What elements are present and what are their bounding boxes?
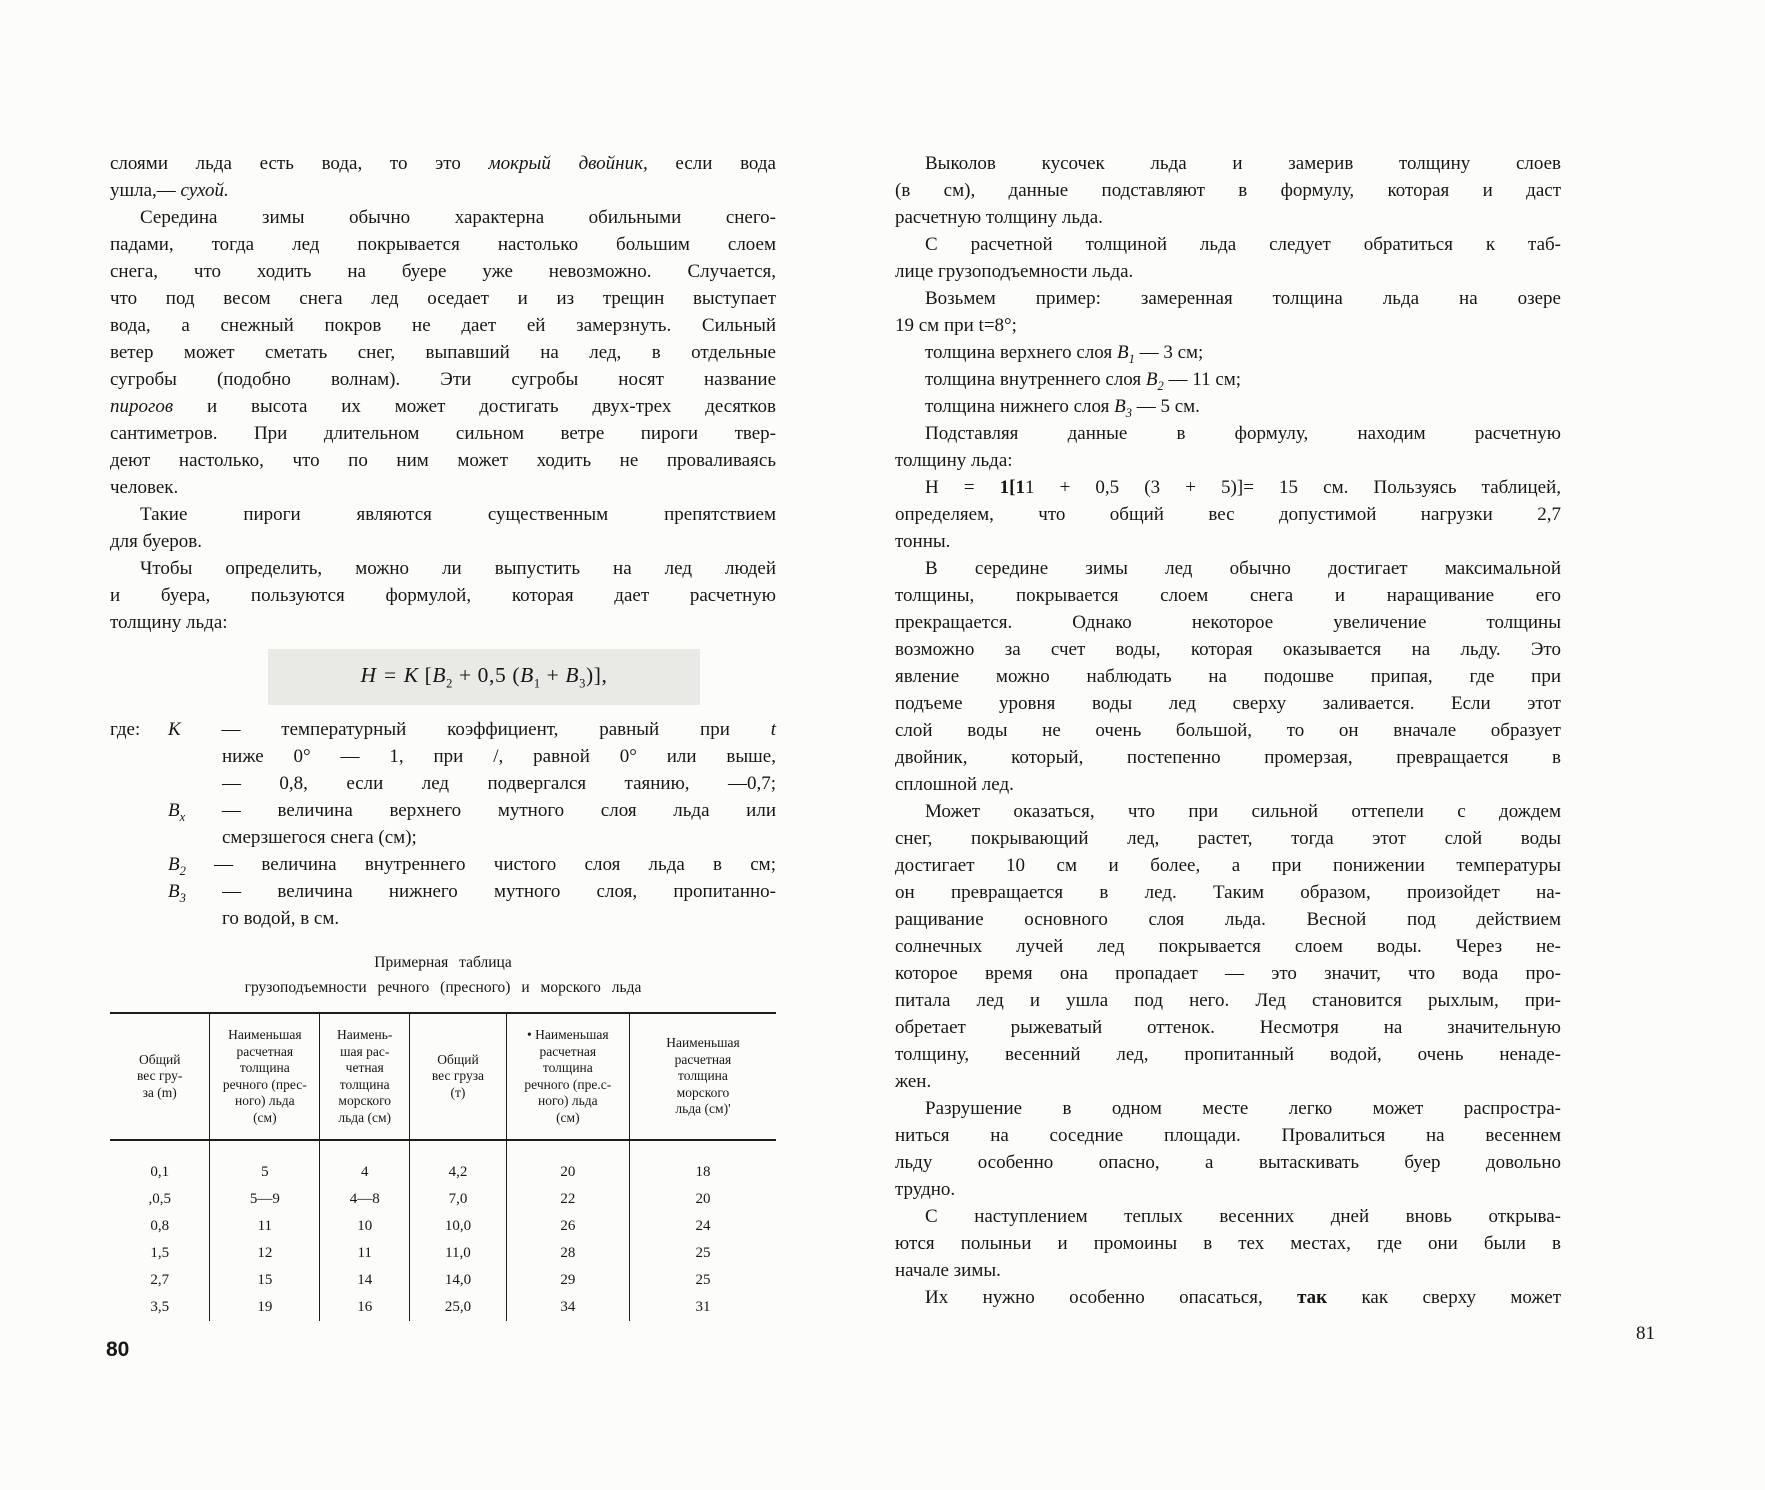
text-line bbox=[110, 150, 776, 177]
text-line: ются полыньи и промоины в тех местах, где они были в bbox=[895, 1233, 1561, 1254]
table-cell: 0,1 bbox=[150, 1164, 170, 1180]
table-cell: 28 bbox=[506, 1240, 629, 1267]
text-line: Середина зимы обычно характерна обильными снего- bbox=[140, 207, 776, 228]
paragraph bbox=[895, 420, 1561, 474]
paragraph bbox=[895, 1095, 1561, 1203]
table-header-cell: Наимень- шая рас- четная толщина морского льда (см) bbox=[320, 1013, 410, 1140]
text-line bbox=[895, 393, 1561, 420]
text-line: солнечных лучей лед покрывается слоем воды. Через не- bbox=[895, 936, 1561, 957]
text-line: двойник, который, постепенно промерзая, превращается в bbox=[895, 747, 1561, 768]
text-segment: В bbox=[1114, 396, 1126, 417]
text-line bbox=[110, 797, 776, 824]
page-number-left: 80 bbox=[106, 1338, 130, 1361]
text-segment: — величина внутреннего чистого слоя льда в см; bbox=[185, 854, 776, 875]
text-line bbox=[110, 716, 776, 743]
text-line: он превращается в лед. Таким образом, произойдет на- bbox=[895, 882, 1561, 903]
table-row bbox=[110, 1186, 776, 1213]
paragraph bbox=[110, 150, 776, 204]
table-cell: 11 bbox=[210, 1213, 320, 1240]
text-segment: 2 bbox=[179, 863, 186, 878]
text-segment: — величина нижнего мутного слоя, пропитанно- bbox=[185, 881, 776, 902]
text-line: вода, а снежный покров не дает ей замерзнуть. Сильный bbox=[110, 315, 776, 336]
table-cell: 25 bbox=[629, 1267, 776, 1294]
text-segment: 1 + 0,5 (3 + 5)]= 15 см. Пользуясь таблицей, bbox=[1025, 477, 1561, 498]
table-cell: 29 bbox=[506, 1267, 629, 1294]
paragraph bbox=[110, 204, 776, 501]
table-cell: 20 bbox=[506, 1140, 629, 1186]
text-segment: 1 bbox=[533, 676, 541, 691]
text-line: сплошной лед. bbox=[895, 774, 1014, 795]
table-cell: 2,7 bbox=[150, 1272, 170, 1288]
text-segment: + 0,5 ( bbox=[453, 663, 521, 687]
page-number-right: 81 bbox=[1636, 1323, 1655, 1344]
text-segment: 2 bbox=[1157, 378, 1164, 393]
text-segment: 1[1 bbox=[999, 477, 1025, 498]
text-segment: + bbox=[540, 663, 566, 687]
text-line: Подставляя данные в формулу, находим расчетную bbox=[925, 423, 1561, 444]
table-cell: ,0,5 bbox=[148, 1191, 171, 1207]
table-cell: 0,8 bbox=[150, 1218, 170, 1234]
paragraph bbox=[895, 150, 1561, 231]
text-line: толщину льда: bbox=[110, 612, 228, 633]
ice-thickness-formula bbox=[268, 649, 700, 705]
text-line bbox=[110, 878, 776, 905]
text-segment: [ bbox=[424, 663, 433, 687]
text-line: и буера, пользуются формулой, которая дает расчетную bbox=[110, 585, 776, 606]
text-line: обретает рыжеватый оттенок. Несмотря на значительную bbox=[895, 1017, 1561, 1038]
text-segment: толщина внутреннего слоя bbox=[925, 369, 1146, 390]
table-cell: 7,0 bbox=[410, 1186, 507, 1213]
table-cell: 19 bbox=[210, 1294, 320, 1321]
text-line: слой воды не очень большой, то он вначале образует bbox=[895, 720, 1561, 741]
text-segment: Их нужно особенно опасаться, bbox=[925, 1287, 1298, 1308]
table-cell: 4,2 bbox=[410, 1140, 507, 1186]
table-header-cell: Общий вес гру- за (m) bbox=[110, 1013, 210, 1140]
table-cell: 3,5 bbox=[150, 1299, 170, 1315]
text-segment: В bbox=[168, 854, 180, 875]
table-header-row bbox=[110, 1013, 776, 1140]
text-segment: мокрый двойник, bbox=[488, 153, 648, 174]
text-line: С наступлением теплых весенних дней вновь открыва- bbox=[925, 1206, 1561, 1227]
paragraph bbox=[895, 339, 1561, 420]
table-cell: 5—9 bbox=[210, 1186, 320, 1213]
text-line: снега, что ходить на буере уже невозможно. Случается, bbox=[110, 261, 776, 282]
paragraph bbox=[895, 474, 1561, 555]
text-line bbox=[110, 393, 776, 420]
text-line: сугробы (подобно волнам). Эти сугробы носят название bbox=[110, 369, 776, 390]
text-line: ниться на соседние площади. Провалиться на весеннем bbox=[895, 1125, 1561, 1146]
paragraph bbox=[895, 1203, 1561, 1284]
text-line bbox=[895, 474, 1561, 501]
text-segment: так bbox=[1297, 1287, 1328, 1308]
text-line: определяем, что общий вес допустимой нагрузки 2,7 bbox=[895, 504, 1561, 525]
table-row bbox=[110, 1294, 776, 1321]
text-line: толщины, покрывается слоем снега и наращивание его bbox=[895, 585, 1561, 606]
text-line: начале зимы. bbox=[895, 1260, 1001, 1281]
text-line: 19 см при t=8°; bbox=[895, 315, 1017, 336]
table-row bbox=[110, 1140, 776, 1186]
text-segment: — 11 см; bbox=[1163, 369, 1242, 390]
text-segment: сухой. bbox=[180, 180, 229, 201]
text-line: лице грузоподъемности льда. bbox=[895, 261, 1134, 282]
text-segment: пирогов bbox=[110, 396, 174, 417]
text-line bbox=[110, 851, 776, 878]
text-line: Возьмем пример: замеренная толщина льда на озере bbox=[925, 288, 1561, 309]
paragraph bbox=[895, 231, 1561, 285]
text-segment: К bbox=[168, 719, 181, 740]
ice-load-capacity-table bbox=[110, 950, 776, 1321]
text-segment: толщина нижнего слоя bbox=[925, 396, 1115, 417]
text-line: толщину, весенний лед, пропитанный водой, очень ненаде- bbox=[895, 1044, 1561, 1065]
table-cell: 25,0 bbox=[410, 1294, 507, 1321]
table-cell: 5 bbox=[210, 1140, 320, 1186]
table-row bbox=[110, 1213, 776, 1240]
text-segment: — температурный коэффициент, равный при bbox=[180, 719, 771, 740]
table-cell: 34 bbox=[506, 1294, 629, 1321]
text-line: В середине зимы лед обычно достигает максимальной bbox=[925, 558, 1561, 579]
text-segment: B bbox=[520, 663, 534, 687]
text-line: Может оказаться, что при сильной оттепели с дождем bbox=[925, 801, 1561, 822]
text-segment: Н = bbox=[925, 477, 1000, 498]
text-segment: — 5 см. bbox=[1131, 396, 1200, 417]
table-header-cell: Общий вес груза (т) bbox=[410, 1013, 507, 1140]
text-line: толщину льда: bbox=[895, 450, 1013, 471]
table-cell: 12 bbox=[210, 1240, 320, 1267]
table-cell: 25 bbox=[629, 1240, 776, 1267]
text-segment: толщина верхнего слоя bbox=[925, 342, 1117, 363]
text-line: ниже 0° — 1, при /, равной 0° или выше, bbox=[222, 746, 776, 767]
text-line bbox=[110, 177, 776, 204]
table bbox=[110, 1012, 776, 1321]
text-segment: слоями льда есть вода, то это bbox=[110, 153, 489, 174]
text-line: расчетную толщину льда. bbox=[895, 207, 1103, 228]
paragraph bbox=[110, 555, 776, 636]
table-cell: 10,0 bbox=[410, 1213, 507, 1240]
text-line: питала лед и ушла под него. Лед становится рыхлым, при- bbox=[895, 990, 1561, 1011]
text-segment: — 3 см; bbox=[1134, 342, 1204, 363]
text-line: подъеме уровня воды лед сверху заливается. Если этот bbox=[895, 693, 1561, 714]
table-cell: 24 bbox=[629, 1213, 776, 1240]
left-page-80 bbox=[110, 150, 776, 1321]
text-line: ращивание основного слоя льда. Весной под действием bbox=[895, 909, 1561, 930]
text-segment: и высота их может достигать двух-трех десятков bbox=[173, 396, 776, 417]
text-segment: В bbox=[1116, 342, 1129, 363]
text-line: трудно. bbox=[895, 1179, 956, 1200]
paragraph bbox=[895, 555, 1561, 798]
table-cell: 10 bbox=[320, 1213, 410, 1240]
table-header-cell: Наименьшая расчетная толщина морского льда (см)' bbox=[629, 1013, 776, 1140]
text-line: достигает 10 см и более, а при понижении температуры bbox=[895, 855, 1561, 876]
text-line: (в см), данные подставляют в формулу, которая и даст bbox=[895, 180, 1561, 201]
text-segment: 1 bbox=[1128, 351, 1135, 366]
table-title-line: Примерная таблица bbox=[374, 954, 512, 971]
text-line: ветер может сметать снег, выпавший на лед, в отдельные bbox=[110, 342, 776, 363]
paragraph bbox=[895, 285, 1561, 339]
text-line: деют настолько, что по ним может ходить не проваливаясь bbox=[110, 450, 776, 471]
table-header-cell: • Наименьшая расчетная толщина речного (пре.с- ного) льда (см) bbox=[506, 1013, 629, 1140]
right-page-81 bbox=[895, 150, 1561, 1311]
text-line: смерзшегося снега (см); bbox=[222, 827, 417, 848]
text-line: Чтобы определить, можно ли выпустить на лед людей bbox=[140, 558, 776, 579]
text-line: человек. bbox=[110, 477, 179, 498]
table-cell: 18 bbox=[629, 1140, 776, 1186]
text-segment: )], bbox=[585, 663, 608, 687]
text-segment: где: bbox=[110, 719, 141, 740]
table-title-line: грузоподъемности речного (пресного) и морского льда bbox=[244, 979, 642, 996]
text-segment: 3 bbox=[1125, 405, 1132, 420]
text-segment: В bbox=[1145, 369, 1158, 390]
text-segment: 3 bbox=[579, 676, 586, 691]
text-line: падами, тогда лед покрывается настолько большим слоем bbox=[110, 234, 776, 255]
text-line: С расчетной толщиной льда следует обратиться к таб- bbox=[925, 234, 1561, 255]
table-row bbox=[110, 1267, 776, 1294]
table-cell: 4 bbox=[320, 1140, 410, 1186]
table-cell: 14 bbox=[320, 1267, 410, 1294]
table-cell: 22 bbox=[506, 1186, 629, 1213]
table-cell: 15 bbox=[210, 1267, 320, 1294]
text-segment: В bbox=[168, 881, 180, 902]
text-segment: если вода bbox=[647, 153, 776, 174]
text-segment: ушла,— bbox=[110, 180, 181, 201]
text-segment: — величина верхнего мутного слоя льда или bbox=[185, 800, 776, 821]
text-line: снег, покрывающий лед, растет, тогда этот слой воды bbox=[895, 828, 1561, 849]
text-line: Выколов кусочек льда и замерив толщину слоев bbox=[925, 153, 1561, 174]
text-line: возможно за счет воды, которая оказывается на льду. Это bbox=[895, 639, 1561, 660]
table-header-cell: Наименьшая расчетная толщина речного (прес- ного) льда (см) bbox=[210, 1013, 320, 1140]
table-cell: 4—8 bbox=[320, 1186, 410, 1213]
text-segment: В bbox=[168, 800, 180, 821]
table-cell: 26 bbox=[506, 1213, 629, 1240]
text-line: прекращается. Однако некоторое увеличение толщины bbox=[895, 612, 1561, 633]
text-line: что под весом снега лед оседает и из трещин выступает bbox=[110, 288, 776, 309]
text-line: явление можно наблюдать на подошве припая, где при bbox=[895, 666, 1561, 687]
paragraph bbox=[110, 501, 776, 555]
text-segment: х bbox=[179, 809, 186, 824]
text-line bbox=[895, 339, 1561, 366]
paragraph bbox=[895, 798, 1561, 1095]
text-line: сантиметров. При длительном сильном ветре пироги твер- bbox=[110, 423, 776, 444]
text-line: льду особенно опасно, а вытаскивать буер довольно bbox=[895, 1152, 1561, 1173]
text-segment: 3 bbox=[179, 890, 186, 905]
formula-legend bbox=[110, 716, 776, 932]
text-segment: H = K bbox=[360, 663, 425, 687]
table-row bbox=[110, 1240, 776, 1267]
table-cell: 16 bbox=[320, 1294, 410, 1321]
table-cell: 1,5 bbox=[150, 1245, 170, 1261]
text-segment: B bbox=[432, 663, 447, 687]
text-line: для буеров. bbox=[110, 531, 202, 552]
text-line: которое время она пропадает — это значит, что вода про- bbox=[895, 963, 1561, 984]
text-line: тонны. bbox=[895, 531, 951, 552]
table-cell: 31 bbox=[629, 1294, 776, 1321]
text-line: — 0,8, если лед подвергался таянию, —0,7; bbox=[222, 773, 776, 794]
table-cell: 14,0 bbox=[410, 1267, 507, 1294]
table-cell: 11 bbox=[320, 1240, 410, 1267]
table-cell: 20 bbox=[629, 1186, 776, 1213]
table-cell: 11,0 bbox=[410, 1240, 507, 1267]
text-line: Разрушение в одном месте легко может распростра- bbox=[925, 1098, 1561, 1119]
text-segment: B bbox=[565, 663, 580, 687]
text-line bbox=[895, 1284, 1561, 1311]
text-segment: как сверху может bbox=[1327, 1287, 1562, 1308]
text-line bbox=[895, 366, 1561, 393]
text-line: жен. bbox=[895, 1071, 932, 1092]
paragraph bbox=[895, 1284, 1561, 1311]
text-line: го водой, в см. bbox=[222, 908, 340, 929]
text-segment: t bbox=[770, 719, 776, 740]
text-segment: 2 bbox=[446, 676, 453, 691]
text-line: Такие пироги являются существенным препятствием bbox=[140, 504, 776, 525]
